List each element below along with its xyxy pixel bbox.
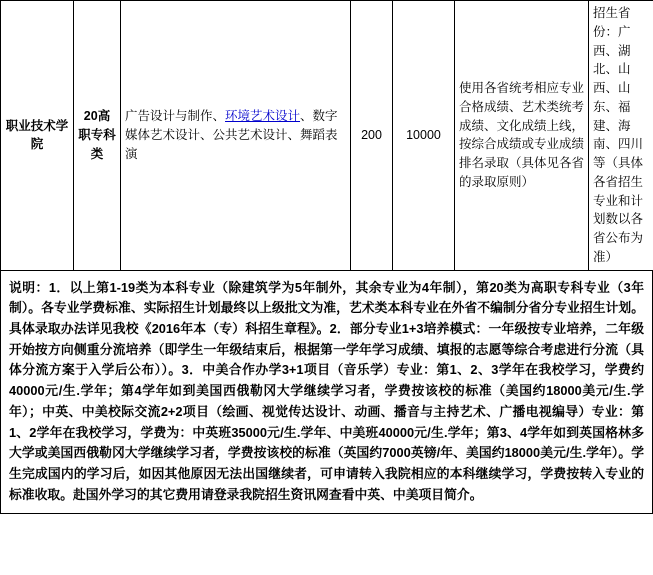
notes-section	[0, 271, 653, 515]
admissions-plan-table	[0, 0, 653, 271]
notes-text: 说明：1．以上第1-19类为本科专业（除建筑学为5年制外，其余专业为4年制），第20类为高职专科专业（3年制）。各专业学费标准、实际招生计划最终以上级批文为准，艺术类本科专业在外省不编制分省分专业招生计划。具体录取办法详见我校《2016年本（专）科招生章程》。2．部分专业1+3培养模式：一年级按专业培养，二年级开始按方向侧重分流培养（即学生一年级结束后，根据第一学年学习成绩、填报的志愿等综合考虑进行分流（具体分流方案于入学后公布））。3．中美合作办学3+1项目（音乐学）专业：第1、2、3学年在我校学习，学费约40000元/生.学年；第4学年如到美国西俄勒冈大学继续学习者，学费按该校的标准（美国约18000美元/生.学年）；中英、中美校际交流2+2项目（绘画、视觉传达设计、动画、播音与主持艺术、广播电视编导）专业：第1、2学年在我校学习，学费为：中英班35000元/生.学年、中美班40000元/生.学年；第3、4学年如到英国格林多大学或美国西俄勒冈大学继续学习者，学费按该校的标准（英国约7000英镑/年、美国约18000美元/生.学年）。学生完成国内的学习后，如因其他原因无法出国继续者，可申请转入我院相应的本科继续学习，学费按转入专业的标准收取。赴国外学习的其它费用请登录我院招生资讯网查看中英、中美项目简介。	[9, 279, 644, 502]
table-row	[1, 1, 653, 271]
cell-admission-rule: 使用各省统考相应专业合格成绩、艺术类统考成绩、文化成绩上线，按综合成绩或专业成绩排名录取（具体见各省的录取原则）	[455, 1, 589, 271]
majors-suffix-text: 、数字媒体艺术设计、公共艺术设计、舞蹈表演	[125, 109, 338, 161]
cell-plan-number: 200	[351, 1, 393, 271]
cell-provinces: 招生省份：广西、湖北、山西、山东、福建、海南、四川等（具体各省招生专业和计划数以各省公布为准）	[589, 1, 653, 271]
cell-college: 职业技术学院	[1, 1, 74, 271]
cell-category: 20高职专科类	[74, 1, 121, 271]
major-link-environmental-art-design[interactable]: 环境艺术设计	[225, 109, 301, 124]
cell-tuition: 10000	[393, 1, 455, 271]
cell-majors	[121, 1, 351, 271]
majors-prefix-text: 广告设计与制作、	[125, 109, 226, 124]
